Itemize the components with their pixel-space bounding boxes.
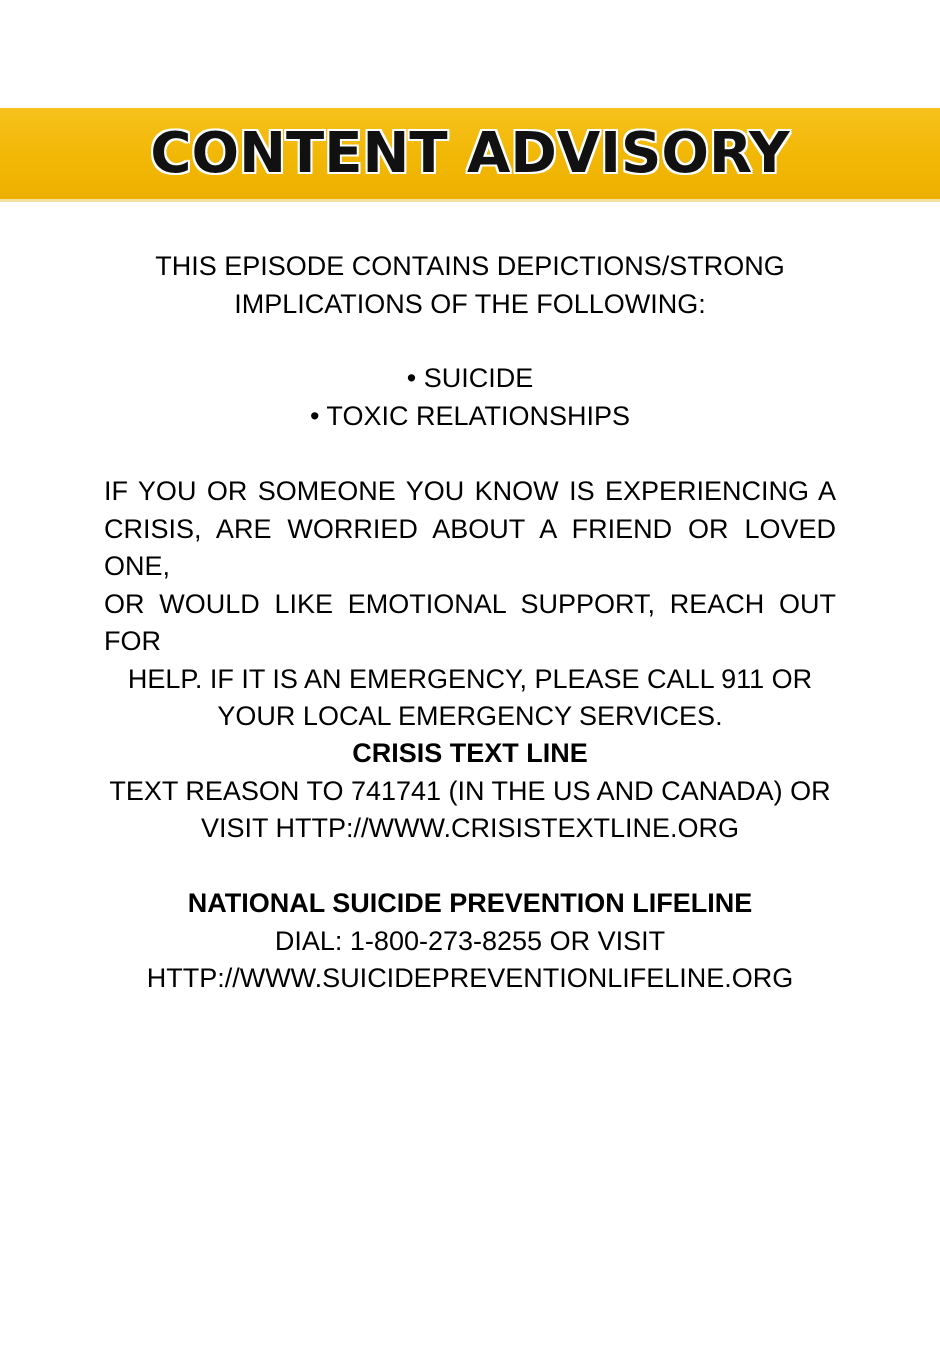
support-message (104, 473, 836, 736)
warning-list (0, 360, 940, 435)
advisory-title: CONTENT ADVISORY (150, 121, 790, 186)
support-line-3: OR WOULD LIKE EMOTIONAL SUPPORT, REACH OUT FOR (104, 588, 836, 656)
resource-detail-line-1: TEXT REASON TO 741741 (IN THE US AND CANADA) OR (109, 775, 831, 806)
warning-item-suicide: • SUICIDE (406, 363, 534, 393)
support-line-4: HELP. IF IT IS AN EMERGENCY, PLEASE CALL 911 OR (127, 663, 813, 694)
resource-detail-line-1: DIAL: 1-800-273-8255 OR VISIT (274, 925, 666, 956)
support-line-2: CRISIS, ARE WORRIED ABOUT A FRIEND OR LOVED ONE, (104, 513, 836, 581)
resource-crisis-text-line (0, 735, 940, 848)
intro-line-1: THIS EPISODE CONTAINS DEPICTIONS/STRONG (155, 251, 785, 281)
intro-text (0, 248, 940, 323)
resource-suicide-prevention-lifeline (0, 885, 940, 998)
resource-title: CRISIS TEXT LINE (352, 738, 588, 768)
resource-title: NATIONAL SUICIDE PREVENTION LIFELINE (187, 888, 753, 918)
support-line-1: IF YOU OR SOMEONE YOU KNOW IS EXPERIENCING A (104, 476, 836, 506)
resource-detail-line-2: VISIT HTTP://WWW.CRISISTEXTLINE.ORG (200, 813, 740, 843)
resource-detail-line-2: HTTP://WWW.SUICIDEPREVENTIONLIFELINE.ORG (146, 963, 794, 993)
intro-line-2: IMPLICATIONS OF THE FOLLOWING: (234, 288, 706, 319)
support-line-5: YOUR LOCAL EMERGENCY SERVICES. (217, 701, 723, 731)
warning-item-toxic-relationships: • TOXIC RELATIONSHIPS (309, 400, 631, 431)
